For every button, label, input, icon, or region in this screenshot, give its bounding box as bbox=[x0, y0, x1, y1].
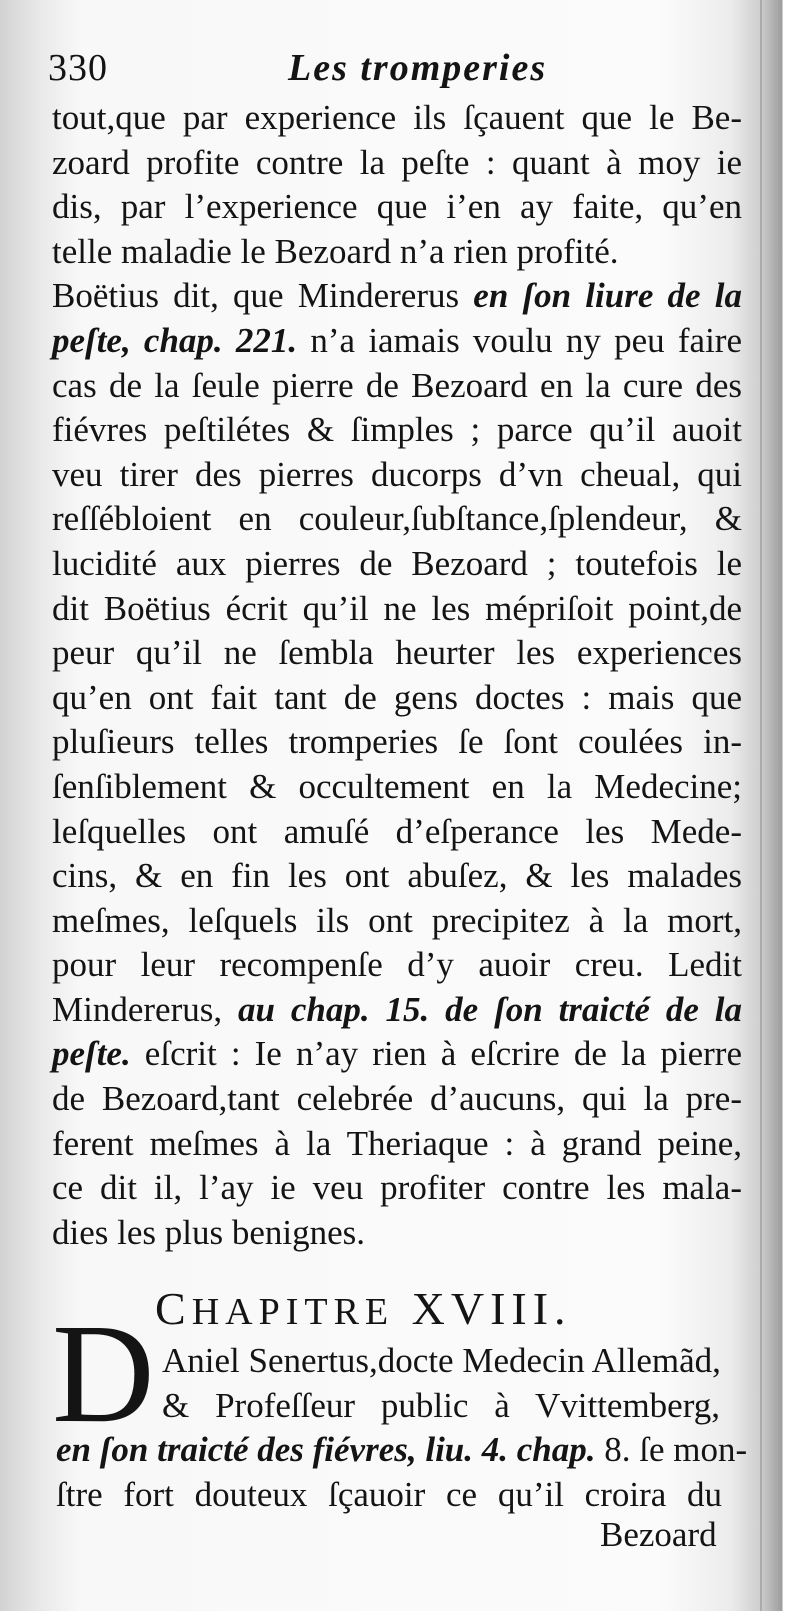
text-segment: de Bezoard,tant celebrée d’aucuns, qui la pre- bbox=[52, 1079, 742, 1119]
page-header bbox=[48, 42, 738, 94]
text-segment: ſenſiblement & occultement en la Medecine; bbox=[52, 766, 742, 806]
text-segment: pour leur recompenſe d’y auoir creu. Ledit bbox=[52, 945, 742, 985]
text-segment: peur qu’il ne ſembla heurter les experiences bbox=[52, 633, 742, 673]
text-segment: dit Boëtius écrit qu’il ne les mépriſoit point,de bbox=[52, 588, 742, 628]
chapter-heading-word: HAPITRE bbox=[191, 1291, 395, 1333]
chapter-text-beside-dropcap bbox=[162, 1338, 720, 1428]
text-segment: leſquelles ont amuſé d’eſperance les Mede- bbox=[52, 811, 742, 851]
text-segment: dies les plus benignes. bbox=[52, 1212, 366, 1252]
text-line bbox=[52, 497, 742, 542]
chapter-text-after-dropcap bbox=[56, 1427, 748, 1517]
text-segment: veu tirer des pierres ducorps d’vn cheual, qui bbox=[52, 454, 742, 494]
text-segment: qu’en ont fait tant de gens doctes : mais que bbox=[52, 677, 742, 717]
text-line bbox=[52, 319, 742, 364]
text-line bbox=[52, 720, 742, 765]
text-line bbox=[52, 676, 742, 721]
page-gutter-edge bbox=[760, 0, 762, 1611]
text-line bbox=[56, 1472, 722, 1517]
text-line bbox=[52, 274, 742, 319]
text-segment: ferent meſmes à la Theriaque : à grand peine, bbox=[52, 1123, 742, 1163]
text-line bbox=[52, 1211, 742, 1256]
text-line bbox=[52, 453, 742, 498]
chapter-heading-initial: C bbox=[155, 1283, 192, 1334]
text-line bbox=[52, 587, 742, 632]
text-segment: tout,que par experience ils ſçauent que le Be- bbox=[52, 98, 742, 137]
text-segment: n’a iamais voulu ny peu faire bbox=[297, 320, 742, 360]
text-line bbox=[52, 96, 742, 141]
running-title: Les tromperies bbox=[288, 47, 548, 89]
text-segment: dis, par l’experience que i’en ay faite, qu’en bbox=[52, 187, 742, 227]
text-line bbox=[162, 1338, 720, 1383]
text-segment: cins, & en fin les ont abuſez, & les malades bbox=[52, 856, 742, 896]
text-line bbox=[52, 631, 742, 676]
italic-citation: en ſon liure de la bbox=[473, 276, 743, 316]
text-line bbox=[52, 1166, 742, 1211]
page-number: 330 bbox=[48, 47, 108, 89]
italic-citation: au chap. 15. de ſon traicté de la bbox=[238, 989, 742, 1029]
text-line bbox=[52, 1032, 742, 1077]
text-segment: ce dit il, l’ay ie veu profiter contre les mala- bbox=[52, 1168, 742, 1208]
text-segment: lucidité aux pierres de Bezoard ; toutefois le bbox=[52, 543, 742, 583]
chapter-heading-numeral: XVIII. bbox=[411, 1283, 572, 1334]
text-line bbox=[52, 988, 742, 1033]
text-line bbox=[52, 408, 742, 453]
text-segment: Boëtius dit, que Mindererus bbox=[52, 276, 474, 316]
text-line bbox=[52, 810, 742, 855]
catchword: Bezoard bbox=[600, 1515, 717, 1554]
text-line bbox=[52, 1122, 742, 1167]
text-segment: Mindererus, bbox=[52, 989, 238, 1029]
text-segment: pluſieurs telles tromperies ſe ſont coulées in- bbox=[52, 722, 742, 762]
italic-citation: peſte. bbox=[52, 1034, 131, 1074]
text-line bbox=[52, 854, 742, 899]
italic-citation: peſte, chap. 221. bbox=[52, 320, 298, 360]
text-line bbox=[52, 943, 742, 988]
text-line bbox=[56, 1427, 748, 1472]
text-line bbox=[52, 765, 742, 810]
text-line bbox=[52, 1077, 742, 1122]
drop-cap-initial: D bbox=[52, 1294, 155, 1452]
text-segment: eſcrit : Ie n’ay rien à eſcrire de la pierre bbox=[130, 1034, 742, 1074]
text-segment: 8. ſe mon- bbox=[595, 1430, 748, 1469]
text-segment: Aniel Senertus,docte Medecin Allemãd, bbox=[162, 1341, 721, 1380]
text-line bbox=[162, 1383, 720, 1428]
italic-citation: en ſon traicté des fiévres, liu. 4. chap. bbox=[56, 1430, 596, 1469]
text-segment: cas de la ſeule pierre de Bezoard en la cure des bbox=[52, 365, 742, 405]
chapter-heading bbox=[155, 1280, 572, 1341]
text-line bbox=[52, 364, 742, 409]
text-line bbox=[52, 542, 742, 587]
text-line bbox=[52, 230, 742, 275]
text-segment: ſtre fort douteux ſçauoir ce qu’il croira du bbox=[56, 1475, 722, 1514]
text-segment: telle maladie le Bezoard n’a rien profité. bbox=[52, 231, 619, 271]
text-line bbox=[52, 141, 742, 186]
text-segment: meſmes, leſquels ils ont precipitez à la mort, bbox=[52, 900, 742, 940]
text-segment: zoard profite contre la peſte : quant à moy ie bbox=[52, 142, 742, 182]
text-segment: fiévres peſtilétes & ſimples ; parce qu’il auoit bbox=[52, 410, 742, 450]
body-text bbox=[52, 96, 742, 1255]
text-segment: & Profeſſeur public à Vvittemberg, bbox=[162, 1386, 720, 1425]
text-segment: reſſébloient en couleur,ſubſtance,ſplendeur, & bbox=[52, 499, 742, 539]
text-line bbox=[52, 185, 742, 230]
text-line bbox=[52, 899, 742, 944]
